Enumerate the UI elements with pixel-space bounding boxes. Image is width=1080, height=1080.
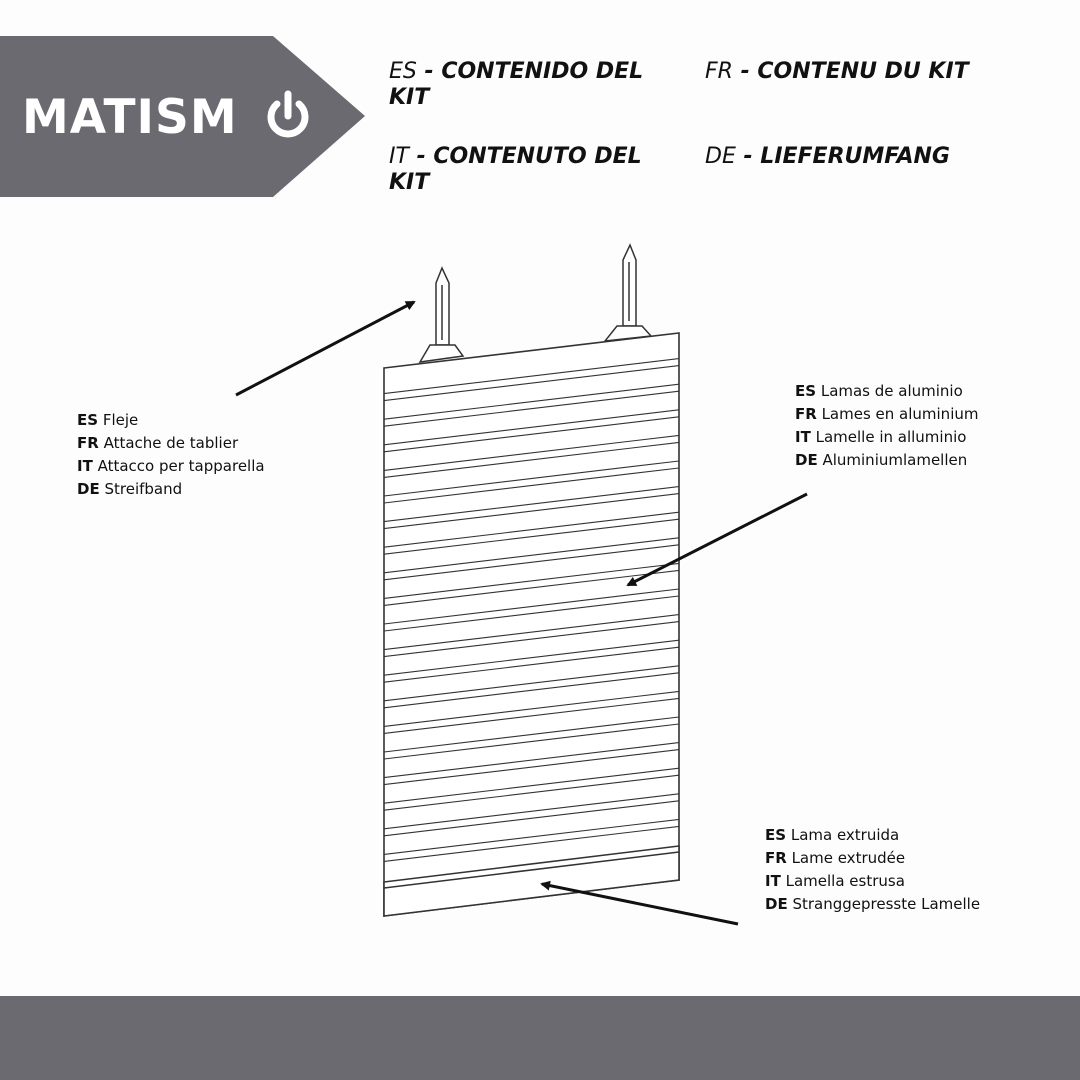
callout-text: Lamelle in alluminio [810,428,967,446]
callout-line [77,478,265,501]
callout-text: Fleje [98,411,139,429]
callout-lamas [795,380,978,472]
strap-right [605,245,651,341]
callout-text: Streifband [99,480,183,498]
heading-separator: - [408,144,434,169]
callout-extruida [765,824,980,916]
lang-code: ES [77,411,99,429]
footer-bar [0,996,1080,1080]
callout-fleje [77,409,265,501]
callout-text: Attacco per tapparella [92,457,265,475]
callout-text: Aluminiumlamellen [817,451,968,469]
arrow-extruida [542,884,738,924]
callout-line [795,403,978,426]
callout-line [795,380,978,403]
lang-code: ES [795,382,817,400]
lang-code: IT [765,872,781,890]
lang-code: FR [765,849,787,867]
lang-code: FR [77,434,99,452]
lang-code: IT [795,428,811,446]
heading-separator: - [416,59,442,84]
callout-line [765,824,980,847]
callout-line [765,847,980,870]
lang-code: DE [77,480,100,498]
lang-code: IT [77,457,93,475]
lang-code: FR [795,405,817,423]
heading-lang: DE [705,144,736,169]
heading-lang: ES [389,59,417,84]
callout-line [765,870,980,893]
callout-line [77,432,265,455]
heading-title: CONTENIDO DEL KIT [389,59,644,110]
callout-text: Attache de tablier [98,434,239,452]
heading-separator: - [732,59,758,84]
lang-code: DE [765,895,788,913]
heading-title: LIEFERUMFANG [760,144,950,169]
callout-line [765,893,980,916]
heading-separator: - [735,144,761,169]
heading-lang: IT [389,144,409,169]
callout-text: Lames en aluminium [816,405,979,423]
callout-text: Stranggepresste Lamelle [787,895,981,913]
callout-line [77,455,265,478]
brand-logo-text: MATISM [22,90,238,145]
callout-line [77,409,265,432]
callout-text: Lamas de aluminio [816,382,963,400]
callout-text: Lame extrudée [786,849,906,867]
callout-text: Lama extruida [786,826,900,844]
strap-left [420,268,463,362]
lang-code: DE [795,451,818,469]
callout-line [795,426,978,449]
callout-line [795,449,978,472]
heading-title: CONTENUTO DEL KIT [389,144,642,195]
lang-code: ES [765,826,787,844]
heading-title: CONTENU DU KIT [757,59,969,84]
heading-lang: FR [705,59,733,84]
callout-text: Lamella estrusa [780,872,905,890]
